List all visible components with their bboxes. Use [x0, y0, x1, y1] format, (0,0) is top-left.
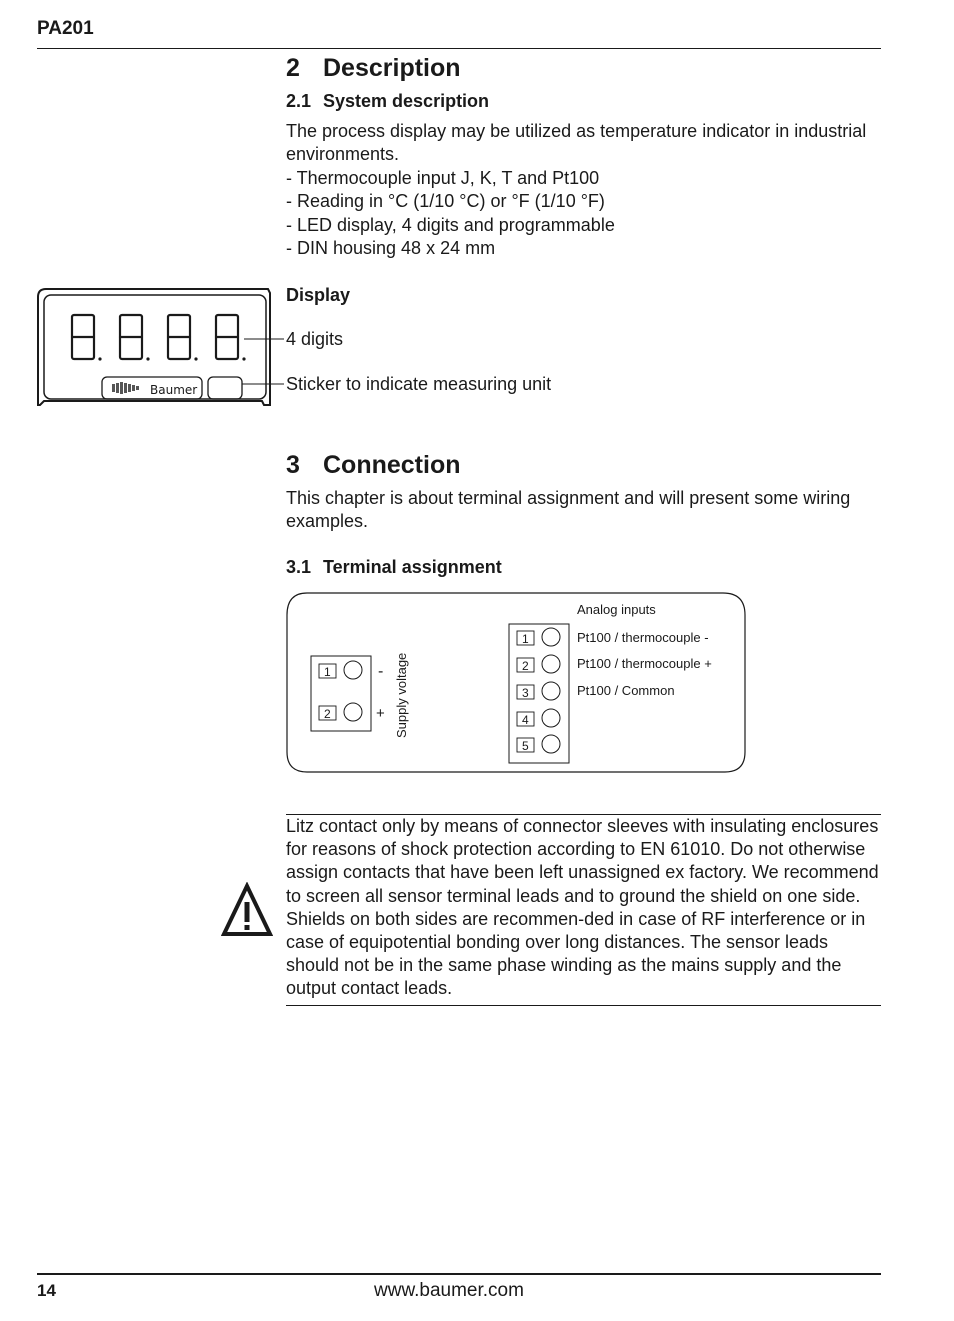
terminal-housing [287, 593, 745, 772]
subsection-number: 3.1 [286, 557, 312, 577]
feature-item: - LED display, 4 digits and programmable [286, 214, 615, 235]
decimal-point [242, 357, 245, 360]
seven-segment-digits [72, 315, 246, 361]
digit-1 [72, 315, 94, 359]
digit-3 [168, 315, 190, 359]
system-description-text [286, 120, 880, 260]
document-id: PA201 [37, 18, 94, 39]
section-title: Description [323, 54, 461, 82]
analog-pin-terminal [542, 655, 560, 673]
digits-label: 4 digits [286, 329, 344, 349]
warning-text: Litz contact only by means of connector sleeves with insulating enclosures for reasons of shock protection according to EN 61010. Do not otherwise assign contacts that have been left unassigned ex factory. We recommend to screen all sensor terminal leads and to ground the shield on one side. Shields on both sides are recommen-ded in case of RF interference or in case of equipotential bonding over long distances. The sensor leads should not be in the same phase winding as the mains supply and the output contact leads. [286, 816, 879, 999]
section-number: 3 [286, 451, 300, 479]
digit-2 [120, 315, 142, 359]
supply-pin-terminal [344, 703, 362, 721]
analog-pin-label: Pt100 / thermocouple + [577, 656, 712, 671]
brand-logo-icon [112, 382, 139, 394]
decimal-point [98, 357, 101, 360]
supply-voltage-label: Supply voltage [394, 652, 409, 738]
decimal-point [194, 357, 197, 360]
supply-pin-terminal [344, 661, 362, 679]
section-number: 2 [286, 54, 300, 82]
feature-item: - Reading in °C (1/10 °C) or °F (1/10 °F) [286, 191, 605, 212]
section-heading-description [286, 54, 461, 83]
analog-pin-number: 2 [522, 659, 529, 673]
section-heading-connection [286, 451, 461, 480]
analog-pin-terminal [542, 628, 560, 646]
supply-pin-number: 1 [324, 665, 331, 679]
feature-item: - DIN housing 48 x 24 mm [286, 238, 496, 259]
analog-inputs-heading: Analog inputs [577, 602, 656, 617]
analog-pin-number: 5 [522, 739, 529, 753]
subsection-heading-system-description [286, 91, 489, 112]
supply-pin-sign: - [378, 663, 384, 680]
system-description-intro: The process display may be utilized as temperature indicator in industrial environments. [286, 121, 867, 165]
display-illustration [36, 287, 286, 411]
analog-pins [517, 628, 560, 753]
subsection-title: Terminal assignment [323, 557, 502, 577]
subsection-title: System description [323, 91, 490, 111]
analog-pin-terminal [542, 682, 560, 700]
analog-pin-terminal [542, 709, 560, 727]
display-heading: Display [286, 285, 351, 305]
warning-triangle-icon [221, 882, 273, 938]
analog-pin-number: 4 [522, 713, 529, 727]
subsection-number: 2.1 [286, 91, 312, 111]
analog-pin-label: Pt100 / thermocouple - [577, 630, 709, 645]
unit-sticker [208, 377, 242, 399]
section-title: Connection [323, 451, 461, 479]
feature-item: - Thermocouple input J, K, T and Pt100 [286, 167, 600, 188]
connection-intro: This chapter is about terminal assignment and will present some wiring examples. [286, 488, 851, 532]
page-number: 14 [37, 1281, 56, 1300]
analog-pin-number: 3 [522, 686, 529, 700]
terminal-diagram [285, 592, 747, 775]
analog-pin-number: 1 [522, 632, 529, 646]
header-rule [37, 48, 881, 49]
brand-name: Baumer [150, 383, 198, 397]
analog-pin-terminal [542, 735, 560, 753]
supply-pin-sign: + [376, 705, 385, 722]
warning-bottom-rule [286, 1005, 881, 1006]
subsection-heading-terminal-assignment [286, 557, 502, 578]
digit-4 [216, 315, 238, 359]
decimal-point [146, 357, 149, 360]
sticker-label: Sticker to indicate measuring unit [286, 374, 552, 394]
supply-pin-number: 2 [324, 707, 331, 721]
analog-pin-label: Pt100 / Common [577, 683, 675, 698]
footer-url-link[interactable]: www.baumer.com [374, 1280, 524, 1301]
footer-rule [37, 1273, 881, 1275]
